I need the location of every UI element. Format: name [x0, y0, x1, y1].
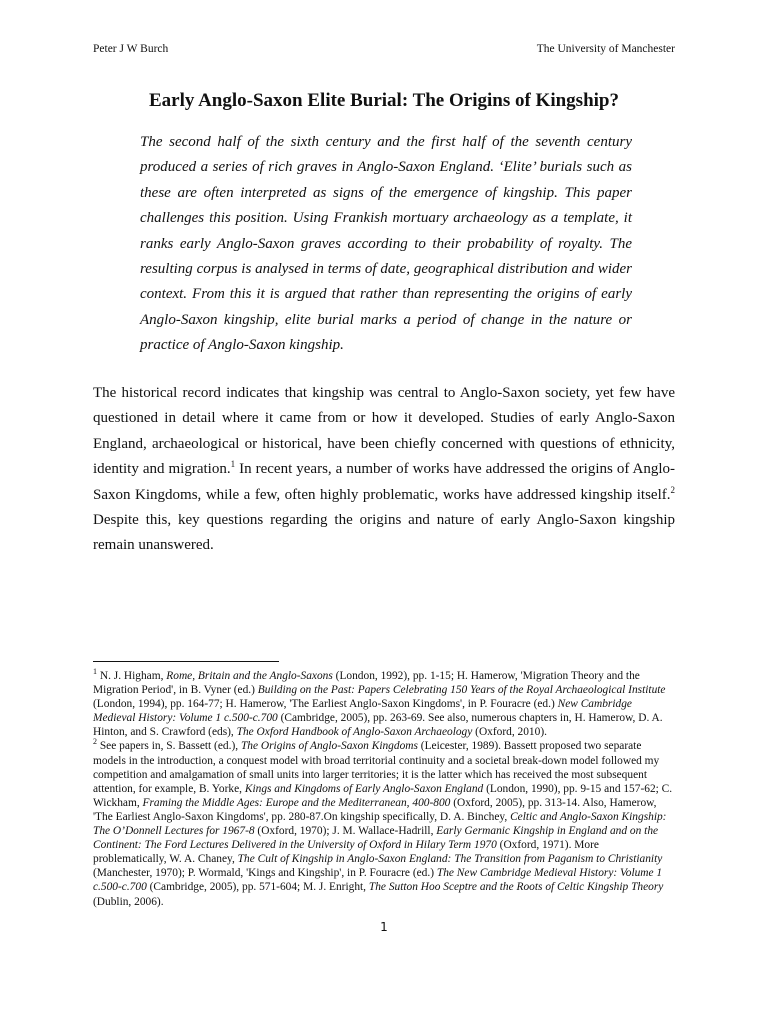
footnote-text: (London, 1990), pp. 9-15 and 157-62; C. Wickham,	[93, 782, 673, 809]
footnote-text: N. J. Higham,	[97, 670, 167, 682]
footnote-2	[93, 739, 675, 908]
footnote-number: 1	[93, 667, 97, 677]
body-text	[93, 381, 675, 559]
footnote-title: The New Cambridge Medieval History: Volume 1 c.500-c.700	[93, 867, 663, 894]
footnote-text: (Oxford, 1970); J. M. Wallace-Hadrill,	[254, 825, 437, 838]
footnote-title: Celtic and Anglo-Saxon Kingship: The O’Donnell Lectures for 1967-8	[93, 810, 667, 838]
footnote-title: Framing the Middle Ages: Europe and the Mediterranean, 400-800	[142, 796, 451, 809]
footnote-divider	[93, 661, 279, 662]
footnote-text: (Oxford, 1971). More problematically, W. A. Chaney,	[93, 839, 599, 866]
page-header	[93, 42, 675, 56]
footnote-title: Early Germanic Kingship in England and on the Continent: The Ford Lectures Delivered in the University of Oxford in Hilary Term 1970	[93, 825, 659, 852]
footnote-title: The Cult of Kingship in Anglo-Saxon England: The Transition from Paganism to Christianity	[237, 853, 663, 866]
footnote-text: See papers in, S. Bassett (ed.),	[97, 740, 241, 753]
header-institution: The University of Manchester	[536, 43, 675, 55]
footnote-title: The Oxford Handbook of Anglo-Saxon Archaeology	[236, 726, 473, 739]
footnote-ref-1[interactable]: 1	[230, 459, 236, 470]
footnote-title: The Sutton Hoo Sceptre and the Roots of Celtic Kingship Theory	[368, 881, 664, 894]
footnote-title: Building on the Past: Papers Celebrating 150 Years of the Royal Archaeological Institute	[257, 684, 666, 697]
footnote-text: (Cambridge, 2005), pp. 263-69. See also, numerous chapters in, H. Hamerow, D. A. Hinton, and S. Crawford (eds),	[93, 712, 663, 739]
footnote-number: 2	[93, 737, 97, 747]
footnote-text: (Dublin, 2006).	[93, 895, 164, 908]
abstract-text: The second half of the sixth century and the first half of the seventh century produced a series of rich graves in Anglo-Saxon England. ‘Elite’ burials such as these are often interpreted as signs of the emergence of kingship. This paper challenges this position. Using Frankish mortuary archaeology as a template, it ranks early Anglo-Saxon graves according to their probability of royalty. The resulting corpus is analysed in terms of date, geographical distribution and wider context. From this it is argued that rather than representing the origins of early Anglo-Saxon kingship, elite burial marks a period of change in the nature or practice of Anglo-Saxon kingship.	[140, 134, 632, 354]
footnotes	[93, 669, 675, 909]
footnote-text: (London, 1994), pp. 164-77; H. Hamerow, 'The Earliest Anglo-Saxon Kingdoms', in P. Fouracre (ed.)	[93, 698, 558, 711]
footnote-text: (Oxford, 2005), pp. 313-14. Also, Hamerow, 'The Earliest Anglo-Saxon Kingdoms', pp. 280-87.On kingship specifically, D. A. Binchey,	[93, 796, 657, 823]
footnote-text: (Manchester, 1970); P. Wormald, 'Kings and Kingship', in P. Fouracre (ed.)	[93, 867, 437, 880]
footnote-title: The Origins of Anglo-Saxon Kingdoms	[240, 740, 418, 753]
footnote-title: Rome, Britain and the Anglo-Saxons	[166, 670, 333, 682]
body-part-3: Despite this, key questions regarding the origins and nature of early Anglo-Saxon kingship remain unanswered.	[93, 512, 675, 554]
body-part-2: In recent years, a number of works have addressed the origins of Anglo-Saxon Kingdoms, while a few, often highly problematic, works have addressed kingship itself.	[93, 461, 676, 503]
paper-title: Early Anglo-Saxon Elite Burial: The Origins of Kingship?	[149, 90, 619, 111]
abstract	[140, 130, 632, 359]
page-number: 1	[380, 920, 388, 934]
footnote-ref-2[interactable]: 2	[670, 484, 675, 495]
body-part-1: The historical record indicates that kingship was central to Anglo-Saxon society, yet few have questioned in detail where it came from or how it developed. Studies of early Anglo-Saxon England, archaeological or historical, have been chiefly concerned with questions of ethnicity, identity and migration.	[93, 385, 675, 478]
footnote-text: (Leicester, 1989). Bassett proposed two separate models in the introduction, a conquest model with broad territorial continuity and a societal break-down model followed my competition and amalgamation of small units into larger territories; it is the latter which has received the most subsequent attention, for example, B. Yorke,	[93, 740, 660, 795]
body-paragraph	[93, 381, 675, 559]
footnote-text: (London, 1992), pp. 1-15; H. Hamerow, 'Migration Theory and the Migration Period', in B. Vyner (ed.)	[93, 670, 640, 697]
footnote-title: Kings and Kingdoms of Early Anglo-Saxon England	[244, 782, 484, 795]
footnote-title: New Cambridge Medieval History: Volume 1 c.500-c.700	[93, 698, 632, 725]
footnote-text: (Cambridge, 2005), pp. 571-604; M. J. Enright,	[146, 881, 369, 894]
footnote-text: (Oxford, 2010).	[472, 726, 547, 739]
header-author: Peter J W Burch	[93, 43, 169, 55]
footnote-1	[93, 669, 675, 739]
